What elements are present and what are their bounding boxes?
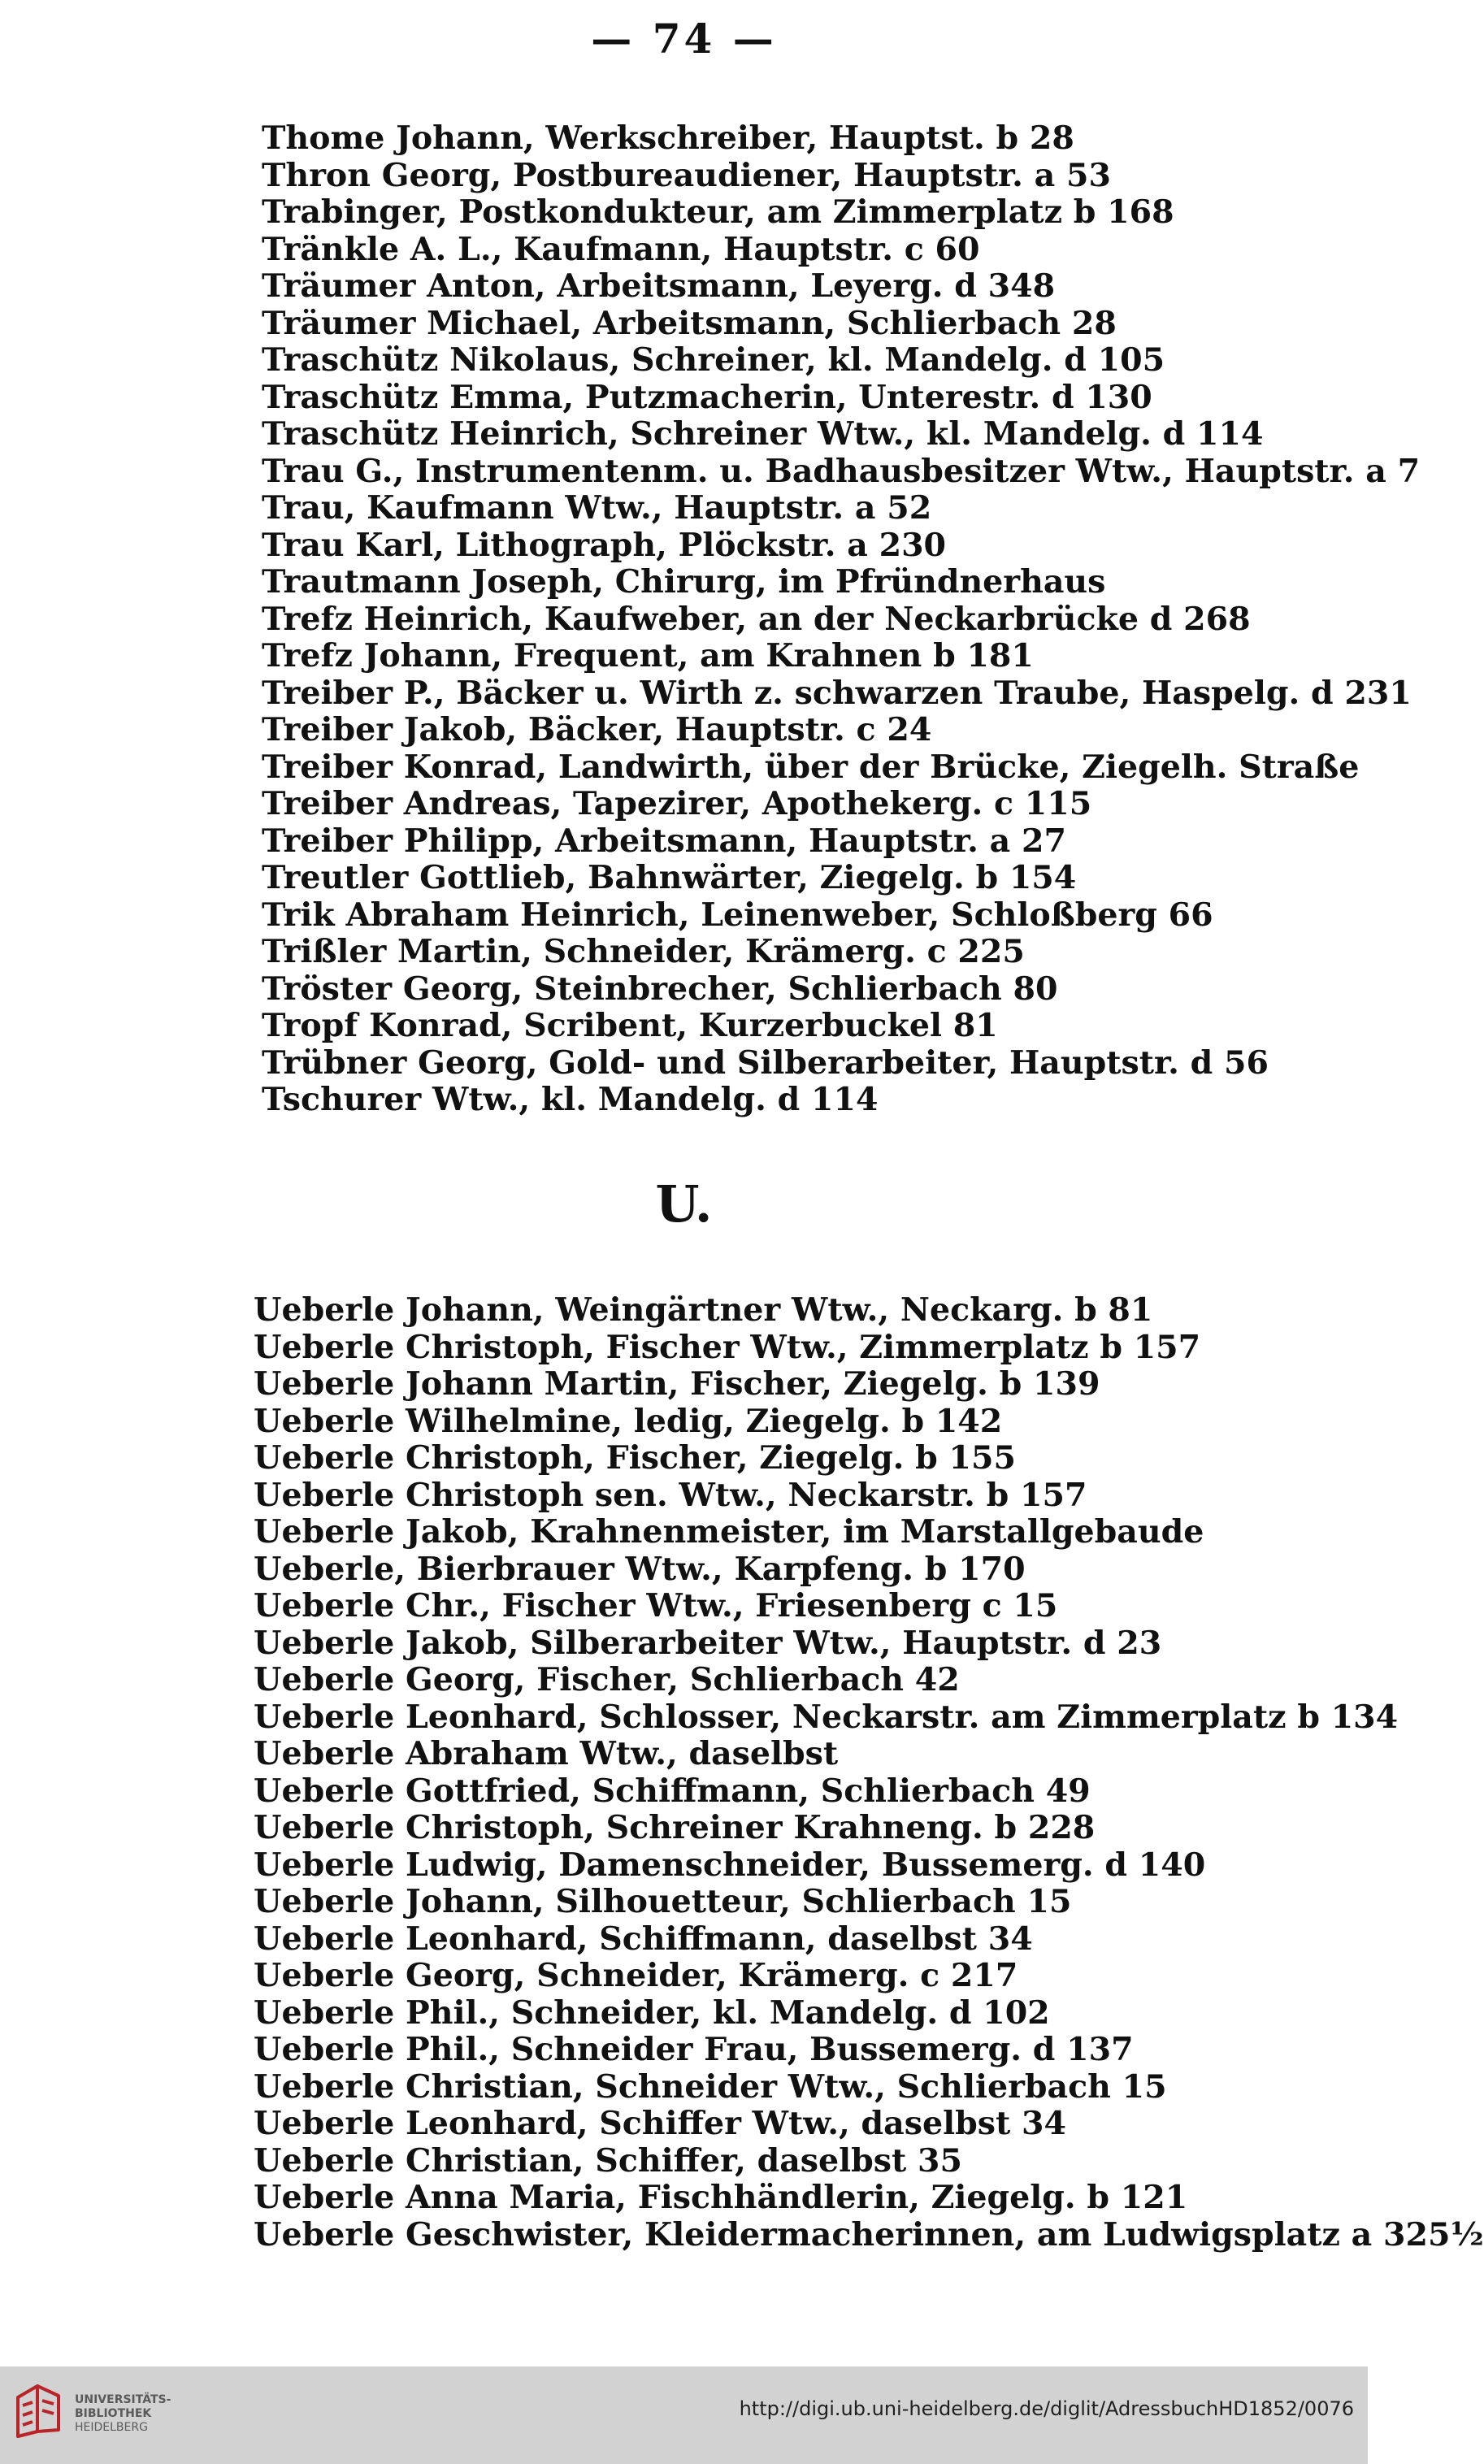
list-item: Trefz Heinrich, Kaufweber, an der Neckarbrücke d 268: [262, 600, 1251, 638]
list-item: Ueberle Leonhard, Schlosser, Neckarstr. am Zimmerplatz b 134: [254, 1698, 1399, 1736]
list-item: Ueberle Christoph, Fischer Wtw., Zimmerplatz b 157: [254, 1328, 1201, 1366]
list-item: Tröster Georg, Steinbrecher, Schlierbach 80: [262, 970, 1058, 1008]
list-item: Ueberle, Bierbrauer Wtw., Karpfeng. b 170: [254, 1550, 1026, 1588]
list-item: Ueberle Gottfried, Schiffmann, Schlierbach 49: [254, 1772, 1091, 1810]
list-item: Ueberle Georg, Schneider, Krämerg. c 217: [254, 1957, 1018, 1994]
list-item: Ueberle Jakob, Krahnenmeister, im Marstallgebaude: [254, 1513, 1204, 1551]
list-item: Trefz Johann, Frequent, am Krahnen b 181: [262, 637, 1034, 675]
list-item: Traschütz Heinrich, Schreiner Wtw., kl. Mandelg. d 114: [262, 415, 1264, 453]
list-item: Treiber Konrad, Landwirth, über der Brücke, Ziegelh. Straße: [262, 748, 1360, 786]
list-item: Thron Georg, Postbureaudiener, Hauptstr. a 53: [262, 156, 1111, 194]
list-item: Ueberle Leonhard, Schiffer Wtw., daselbst 34: [254, 2105, 1066, 2142]
list-item: Träumer Anton, Arbeitsmann, Leyerg. d 348: [262, 267, 1056, 305]
list-item: Trabinger, Postkondukteur, am Zimmerplatz b 168: [262, 193, 1174, 231]
list-item: Ueberle Wilhelmine, ledig, Ziegelg. b 142: [254, 1402, 1003, 1440]
page-number: — 74 —: [591, 15, 777, 63]
list-item: Treiber P., Bäcker u. Wirth z. schwarzen Traube, Haspelg. d 231: [262, 674, 1412, 712]
list-item: Ueberle Christoph sen. Wtw., Neckarstr. b 157: [254, 1476, 1087, 1514]
list-item: Ueberle Anna Maria, Fischhändlerin, Ziegelg. b 121: [254, 2179, 1188, 2216]
section-heading-u: U.: [655, 1174, 713, 1234]
list-item: Trau Karl, Lithograph, Plöckstr. a 230: [262, 526, 947, 564]
list-item: Ueberle Johann, Weingärtner Wtw., Neckarg. b 81: [254, 1291, 1153, 1329]
list-item: Ueberle Phil., Schneider Frau, Bussemerg. d 137: [254, 2031, 1134, 2068]
library-name-line: HEIDELBERG: [75, 2421, 148, 2434]
library-name-line: BIBLIOTHEK: [75, 2407, 152, 2420]
list-item: Ueberle Georg, Fischer, Schlierbach 42: [254, 1661, 960, 1698]
list-item: Ueberle Johann Martin, Fischer, Ziegelg. b 139: [254, 1365, 1100, 1403]
list-item: Thome Johann, Werkschreiber, Hauptst. b 28: [262, 119, 1074, 157]
list-item: Trißler Martin, Schneider, Krämerg. c 225: [262, 933, 1025, 970]
list-item: Ueberle Ludwig, Damenschneider, Bussemerg. d 140: [254, 1846, 1206, 1884]
library-name: [75, 2393, 171, 2435]
footer-bar: [0, 2366, 1368, 2464]
list-item: Tschurer Wtw., kl. Mandelg. d 114: [262, 1081, 879, 1118]
entry-list-u: [254, 1291, 1484, 2254]
list-item: Tropf Konrad, Scribent, Kurzerbuckel 81: [262, 1007, 998, 1044]
list-item: Trik Abraham Heinrich, Leinenweber, Schloßberg 66: [262, 896, 1213, 934]
list-item: Traschütz Nikolaus, Schreiner, kl. Mandelg. d 105: [262, 341, 1165, 379]
list-item: Träumer Michael, Arbeitsmann, Schlierbach 28: [262, 304, 1117, 342]
list-item: Ueberle Geschwister, Kleidermacherinnen, am Ludwigsplatz a 325½: [254, 2215, 1484, 2254]
list-item: Treiber Philipp, Arbeitsmann, Hauptstr. a 27: [262, 822, 1066, 860]
list-item: Ueberle Christian, Schneider Wtw., Schlierbach 15: [254, 2067, 1167, 2106]
list-item: Trübner Georg, Gold- und Silberarbeiter, Hauptstr. d 56: [262, 1043, 1269, 1082]
entry-list-t: [262, 119, 1421, 1119]
list-item: Trau, Kaufmann Wtw., Hauptstr. a 52: [262, 489, 932, 527]
list-item: Ueberle Leonhard, Schiffmann, daselbst 34: [254, 1920, 1033, 1958]
library-name-line: UNIVERSITÄTS-: [75, 2393, 171, 2406]
library-logo-icon: [13, 2381, 63, 2440]
list-item: Treiber Andreas, Tapezirer, Apothekerg. c 115: [262, 785, 1092, 822]
list-item: Tränkle A. L., Kaufmann, Hauptstr. c 60: [262, 230, 980, 268]
list-item: Trau G., Instrumentenm. u. Badhausbesitzer Wtw., Hauptstr. a 7: [262, 452, 1421, 490]
list-item: Ueberle Jakob, Silberarbeiter Wtw., Hauptstr. d 23: [254, 1624, 1162, 1662]
list-item: Ueberle Abraham Wtw., daselbst: [254, 1735, 839, 1772]
list-item: Ueberle Christoph, Fischer, Ziegelg. b 155: [254, 1439, 1016, 1477]
list-item: Trautmann Joseph, Chirurg, im Pfründnerhaus: [262, 563, 1106, 601]
list-item: Treiber Jakob, Bäcker, Hauptstr. c 24: [262, 711, 932, 748]
list-item: Ueberle Phil., Schneider, kl. Mandelg. d 102: [254, 1993, 1050, 2032]
source-url-link[interactable]: http://digi.ub.uni-heidelberg.de/diglit/AdressbuchHD1852/0076: [739, 2397, 1354, 2420]
list-item: Ueberle Christoph, Schreiner Krahneng. b 228: [254, 1809, 1096, 1846]
list-item: Treutler Gottlieb, Bahnwärter, Ziegelg. b 154: [262, 859, 1077, 896]
list-item: Ueberle Chr., Fischer Wtw., Friesenberg c 15: [254, 1587, 1058, 1625]
list-item: Traschütz Emma, Putzmacherin, Unterestr. d 130: [262, 378, 1152, 416]
list-item: Ueberle Christian, Schiffer, daselbst 35: [254, 2141, 963, 2180]
list-item: Ueberle Johann, Silhouetteur, Schlierbach 15: [254, 1883, 1072, 1920]
